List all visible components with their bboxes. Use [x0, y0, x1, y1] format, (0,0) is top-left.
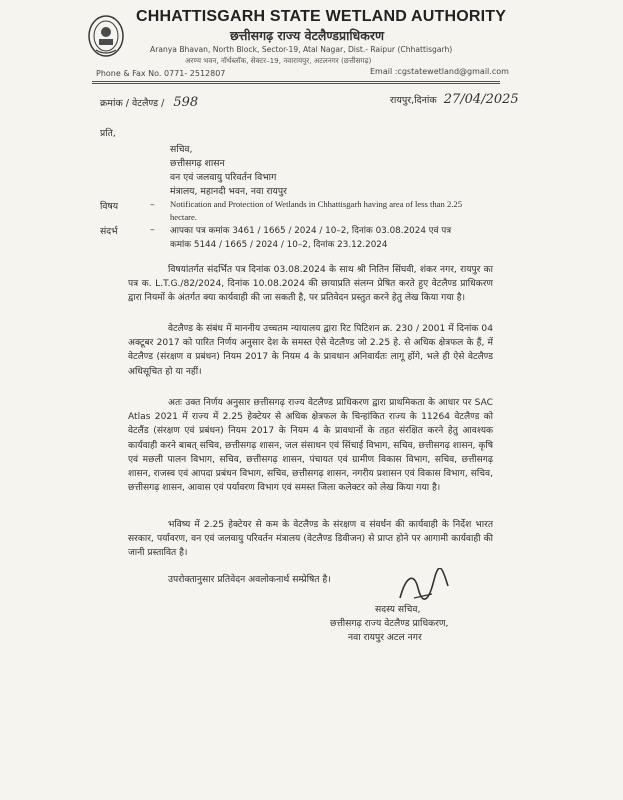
letter-date [390, 92, 519, 107]
reference-number [100, 95, 198, 110]
subject-dash: – [150, 199, 155, 210]
subject-text: Notification and Protection of Wetlands in Chhattisgarh having area of less than 2.25 [170, 199, 462, 209]
address-english: Aranya Bhavan, North Block, Sector-19, Atal Nagar, Dist.- Raipur (Chhattisgarh) [150, 45, 453, 54]
signatory-organization: छत्तीसगढ़ राज्य वेटलैण्ड प्राधिकरण, [330, 618, 449, 629]
date-handwritten-value: 27/04/2025 [443, 92, 519, 107]
header-divider-top [92, 81, 500, 82]
addressee-line: सचिव, [170, 144, 193, 155]
body-paragraph-1: विषयांतर्गत संदर्भित पत्र दिनांक 03.08.2024 के साथ श्री नितिन सिंघवी, शंकर नगर, रायपुर का पत्र क. L.T.G./82/2024, दिनांक 10.08.2024 की छायाप्रति संलग्न प्रेषित करते हुए वेटलैण्ड प्राधिकरण द्वारा नियमों के अंतर्गत क्या कार्यवाही की जा सकती है, पर प्रतिवेदन प्रस्तुत करने हेतु लेख किया गया है। [128, 265, 493, 304]
reference-section-dash: – [150, 224, 155, 235]
date-label: रायपुर,दिनांक [390, 95, 437, 106]
authority-title: CHHATTISGARH STATE WETLAND AUTHORITY [136, 8, 507, 25]
reference-section-label: संदर्भ [100, 226, 118, 237]
addressee-line: मंत्रालय, महानदी भवन, नवा रायपुर [170, 186, 287, 197]
reference-letter-2: कमांक 5144 / 1665 / 2024 / 10–2, दिनांक 23.12.2024 [170, 240, 388, 250]
address-hindi: अरण्य भवन, नॉर्थब्लॉक, सेक्टर–19, नवारायपुर, अटलनगर (छत्तीसगढ़) [185, 56, 372, 65]
body-paragraph-3: अतः उक्त निर्णय अनुसार छत्तीसगढ़ राज्य वेटलैण्ड प्राधिकरण द्वारा प्राथमिकता के आधार पर SAC Atlas 2021 में राज्य में 2.25 हेक्टेयर से अधिक क्षेत्रफल के चिन्हांकित राज्य के 11264 वेटलैण्ड को वेटलैंड (संरक्षण एवं प्रबंधन) नियम 2017 के नियम 4 के प्रावधानों के तहत संरक्षित करने हेतु आवश्यक कार्यवाही करने बाबत् सचिव, छत्तीसगढ़ शासन, जल संसाधन एवं सिंचाई विभाग, सचिव, छत्तीसगढ़ शासन, कृषि एवं मछली पालन विभाग, सचिव, छत्तीसगढ़ शासन, पंचायत एवं ग्रामीण विकास विभाग, सचिव, छत्तीसगढ़ शासन, राजस्व एवं आपदा प्रबंधन विभाग, सचिव, छत्तीसगढ़ शासन, नगरीय प्रशासन एवं विकास विभाग, सचिव, छत्तीसगढ़ शासन, आवास एवं पर्यावरण विभाग एवं समस्त जिला कलेक्टर को लेख किया गया है। [128, 398, 493, 494]
header-divider-bottom [92, 83, 500, 84]
signatory-place: नवा रायपुर अटल नगर [348, 632, 422, 643]
prati-label: प्रति, [100, 128, 116, 139]
reference-label: क्रमांक / वेटलैण्ड / [100, 98, 165, 109]
addressee-line: वन एवं जलवायु परिवर्तन विभाग [170, 172, 277, 183]
subject-label: विषय [100, 201, 119, 212]
reference-handwritten-number: 598 [173, 95, 199, 110]
email-address: Email :cgstatewetland@gmail.com [370, 67, 509, 76]
state-emblem-icon [86, 14, 126, 60]
body-paragraph-4: भविष्य में 2.25 हेक्टेयर से कम के वेटलैण्ड के संरक्षण व संवर्धन की कार्यवाही के निर्देश भारत सरकार, पर्यावरण, वन एवं जलवायु परिवर्तन मंत्रालय (वेटलैण्ड डिवीजन) से प्राप्त होने पर आगामी कार्यवाही की जानी प्रस्तावित है। [128, 520, 493, 559]
authority-title-hindi: छत्तीसगढ़ राज्य वेटलैण्डप्राधिकरण [230, 28, 384, 43]
addressee-line: छत्तीसगढ़ शासन [170, 158, 225, 169]
phone-fax: Phone & Fax No. 0771- 2512807 [96, 69, 226, 78]
reference-letter-1: आपका पत्र कमांक 3461 / 1665 / 2024 / 10–2, दिनांक 03.08.2024 एवं पत्र [170, 226, 452, 236]
closing-line: उपरोक्तानुसार प्रतिवेदन अवलोकनार्थ सम्प्रेषित है। [168, 574, 331, 585]
signatory-role: सदस्य सचिव, [375, 604, 421, 615]
subject-text-cont: hectare. [170, 212, 197, 222]
body-paragraph-2: वेटलैण्ड के संबंध में माननीय उच्चतम न्यायालय द्वारा रिट पिटिशन क्र. 230 / 2001 में दिनांक 04 अक्टूबर 2017 को पारित निर्णय अनुसार देश के समस्त ऐसे वेटलैण्ड जो 2.25 हे. से अधिक क्षेत्रफल के हैं, में वेटलैण्ड (संरक्षण व प्रबंधन) नियम 2017 के नियम 4 के प्रावधान अनिवार्यतः लागू होंगे, भले ही ऐसे वेटलैण्ड अधिसूचित हो या नहीं। [128, 324, 493, 377]
